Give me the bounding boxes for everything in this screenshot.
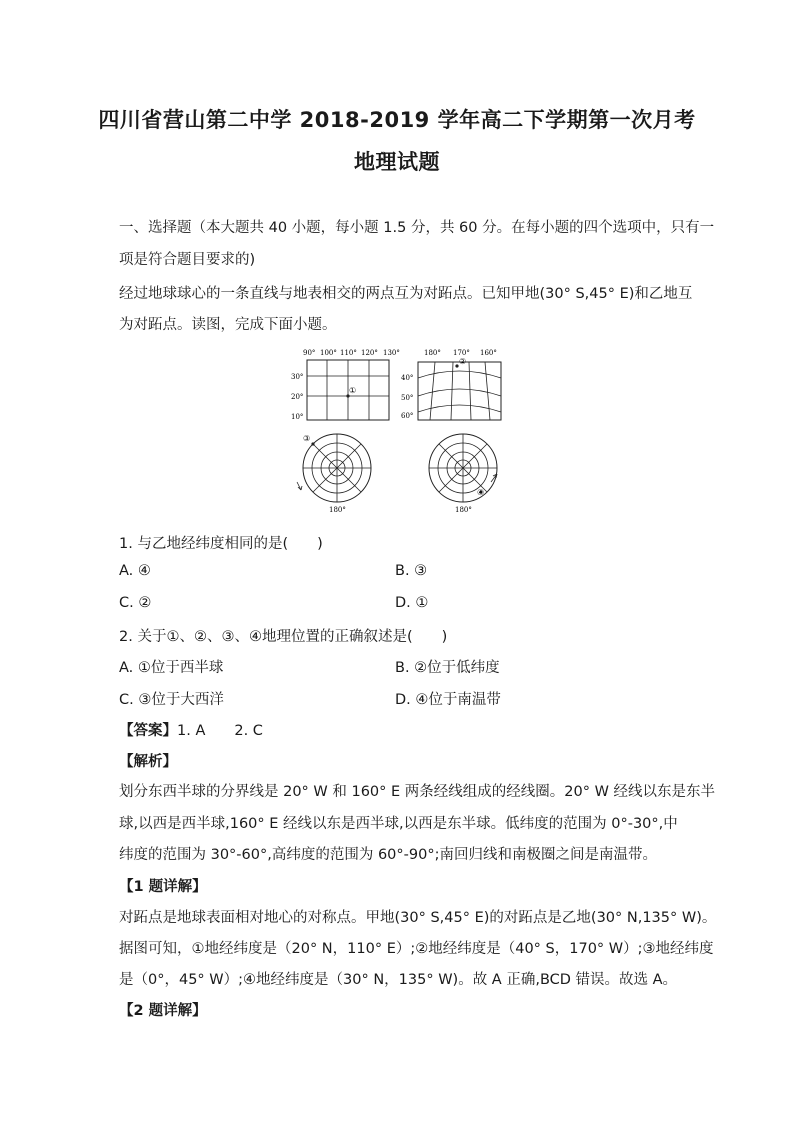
question-2-option-d: D. ④位于南温带 <box>395 692 501 708</box>
question-2-option-b: B. ②位于低纬度 <box>395 660 500 676</box>
map1-lon-90: 90° <box>303 349 316 357</box>
detail-1-line-1: 对跖点是地球表面相对地心的对称点。甲地(30° S,45° E)的对跖点是乙地(30° N,135° W)。 <box>119 910 717 926</box>
map2-lon-180: 180° <box>424 349 441 357</box>
map-1 <box>291 349 400 421</box>
question-figure <box>285 344 515 516</box>
map3-point-label: ③ <box>303 434 311 443</box>
map2-lon-170: 170° <box>453 349 470 357</box>
question-1-option-c: C. ② <box>119 595 152 611</box>
map1-lat-10: 10° <box>291 413 304 421</box>
map1-point-label: ① <box>349 386 357 395</box>
analysis-label: 【解析】 <box>119 754 177 770</box>
section-heading-line-2: 项是符合题目要求的) <box>119 252 256 268</box>
map1-lon-120: 120° <box>361 349 378 357</box>
map4-label-180: 180° <box>455 506 472 514</box>
analysis-line-2: 球,以西是西半球,160° E 经线以东是西半球,以西是东半球。低纬度的范围为 0°-30°,中 <box>119 816 678 832</box>
map2-lat-50: 50° <box>401 394 414 402</box>
map1-lat-20: 20° <box>291 393 304 401</box>
map1-lat-30: 30° <box>291 373 304 381</box>
question-1-option-b: B. ③ <box>395 563 428 579</box>
question-2-stem: 2. 关于①、②、③、④地理位置的正确叙述是( ) <box>119 629 448 645</box>
detail-2-label: 【2 题详解】 <box>119 1003 207 1019</box>
map2-point-label: ② <box>459 357 467 366</box>
detail-1-line-3: 是（0°，45° W）;④地经纬度是（30° N，135° W)。故 A 正确,BCD 错误。故选 A。 <box>119 972 678 988</box>
analysis-line-1: 划分东西半球的分界线是 20° W 和 160° E 两条经线组成的经线圈。20° W 经线以东是东半 <box>119 784 716 800</box>
section-heading-line-1: 一、选择题（本大题共 40 小题，每小题 1.5 分，共 60 分。在每小题的四个选项中，只有一 <box>119 220 715 236</box>
document-title: 四川省营山第二中学 2018-2019 学年高二下学期第一次月考 <box>98 108 696 132</box>
detail-1-line-2: 据图可知，①地经纬度是（20° N，110° E）;②地经纬度是（40° S，170° W）;③地经纬度 <box>119 941 714 957</box>
answer-row <box>119 719 263 740</box>
question-1-stem: 1. 与乙地经纬度相同的是( ) <box>119 536 323 552</box>
map-3 <box>297 434 371 514</box>
map-2 <box>401 349 501 420</box>
map1-lon-130: 130° <box>383 349 400 357</box>
map3-label-180: 180° <box>329 506 346 514</box>
detail-1-label: 【1 题详解】 <box>119 879 207 895</box>
map2-lat-40: 40° <box>401 374 414 382</box>
answer-text: 1. A 2. C <box>177 723 263 739</box>
document-subtitle: 地理试题 <box>354 150 440 174</box>
question-1-option-a: A. ④ <box>119 563 151 579</box>
map1-lon-110: 110° <box>340 349 357 357</box>
question-2-option-a: A. ①位于西半球 <box>119 660 224 676</box>
question-2-option-c: C. ③位于大西洋 <box>119 692 224 708</box>
map2-lat-60: 60° <box>401 412 414 420</box>
intro-line-1: 经过地球球心的一条直线与地表相交的两点互为对跖点。已知甲地(30° S,45° E)和乙地互 <box>119 286 693 302</box>
map1-lon-100: 100° <box>320 349 337 357</box>
map-4 <box>429 434 497 514</box>
map4-point-label: ④ <box>477 488 485 497</box>
answer-label: 【答案】 <box>119 723 177 739</box>
intro-line-2: 为对跖点。读图，完成下面小题。 <box>119 317 337 333</box>
analysis-line-3: 纬度的范围为 30°-60°,高纬度的范围为 60°-90°;南回归线和南极圈之间是南温带。 <box>119 847 657 863</box>
question-1-option-d: D. ① <box>395 595 429 611</box>
map2-lon-160: 160° <box>480 349 497 357</box>
